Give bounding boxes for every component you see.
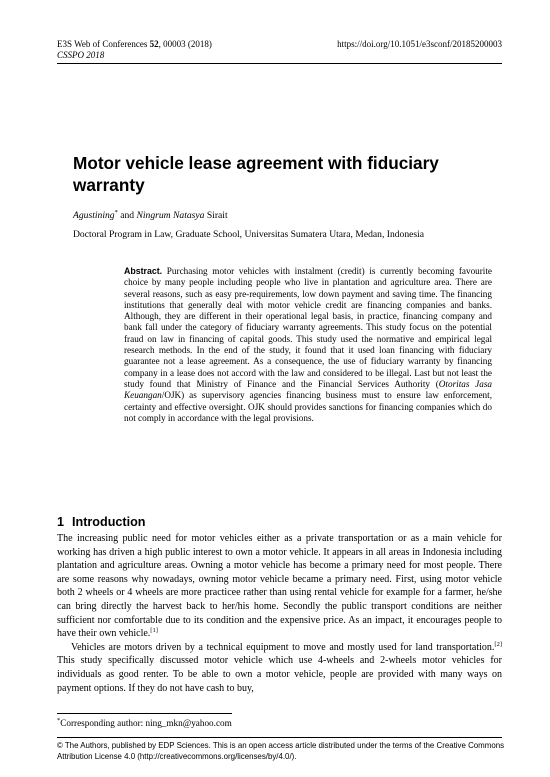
author-name: Agustining [73,210,115,221]
running-header-left [57,39,212,61]
abstract-label: Abstract. [124,266,163,276]
citation-ref[interactable]: [1] [150,627,158,635]
abstract [124,266,492,424]
footnote-rule [57,713,232,714]
journal-name: E3S Web of Conferences [57,39,150,49]
author-separator: and [117,210,137,221]
author-name-surname: Sirait [204,210,228,221]
abstract-text: Purchasing motor vehicles with instalment (credit) is currently becoming favourite choice by many people including people who live in plantation and agriculture area. There are several reasons, such as easy pre-requirements, low down payment and saving time. The financing institutions that generally deal with motor vehicle credit are financing companies and banks. Although, they are different in their operational legal basis, in practice, financing company and bank fall under the category of fiduciary warranty agreements. This study focus on the potential fraud on law in financing of capital goods. This study used the normative and empirical legal research methods. In the end of the study, it found that it used loan financing with fiduciary guarantee not a lease agreement. As a consequence, the use of fiduciary warranty by financing company in a lease does not accord with the law and considered to be illegal. Last but not least the study found that Ministry of Finance and the Financial Services Authority ( [124,266,492,389]
abstract-text: /OJK) as supervisory agencies financing business must to ensure law enforcement, certainty and effective oversight. OJK should provides sanctions for financing companies which do not comply in accordance with the legal provisions. [124,390,492,423]
paragraph [57,532,502,641]
paragraph-text: The increasing public need for motor vehicles either as a private transportation or as a main vehicle for working has driven a high public interest to own a motor vehicle. It appears in all areas in Indonesia including plantation and agriculture areas. Owning a motor vehicle has become a primary need for most people. There are some reasons why nowadays, owning motor vehicle became a primary need. First, using motor vehicle both 2 wheels or 4 wheels are more practicee rather than using rental vehicle for example for a farmer, he/she can bring directly the harvest back to her/his home. Secondly the public transport conditions are neither sufficient nor comfortable due to its condition and the expensive price. As an impact, it encourages people to have their own vehicle. [57,533,502,640]
doi-link[interactable]: https://doi.org/10.1051/e3sconf/20185200003 [337,39,502,49]
citation-ref[interactable]: [2] [494,640,502,648]
section-title: Introduction [72,515,146,529]
paragraph-text: This study specifically discussed motor vehicle which use 4-wheels and 2-wheels motor vehicles for individuals as good renter. To be able to own a motor vehicle, people are provided with many ways on payment options. If they do not have cash to buy, [57,655,502,694]
corresponding-mark: * [114,209,118,216]
author-name: Ningrum Natasya [136,210,205,221]
abstract-text-italic: Otoritas Jasa Keuangan [124,378,492,401]
section-number: 1 [57,515,65,529]
conference-name: CSSPO 2018 [57,50,105,60]
footnote [57,718,232,729]
section-heading [57,515,153,530]
body-text [57,532,502,695]
footer-rule [57,737,502,738]
header-rule [57,63,502,64]
paragraph [57,641,502,695]
article-number: , 00003 (2018) [158,39,212,49]
affiliation: Doctoral Program in Law, Graduate School, Universitas Sumatera Utara, Medan, Indonesia [73,229,425,240]
paragraph-text: Vehicles are motors driven by a technical equipment to move and mostly used for land transportation. [71,641,495,653]
journal-citation [57,39,212,50]
author-line [73,210,228,222]
license-footer: © The Authors, published by EDP Sciences. This is an open access article distributed under the terms of the Creative Commons Attribution License 4.0 (http://creativecommons.org/licenses/by/4.0/). [57,741,505,761]
paper-title: Motor vehicle lease agreement with fiduciary warranty [73,153,439,195]
journal-volume: 52 [149,39,159,49]
footnote-text: Corresponding author: ning_mkn@yahoo.com [60,718,232,728]
footnote-mark: * [57,717,61,724]
